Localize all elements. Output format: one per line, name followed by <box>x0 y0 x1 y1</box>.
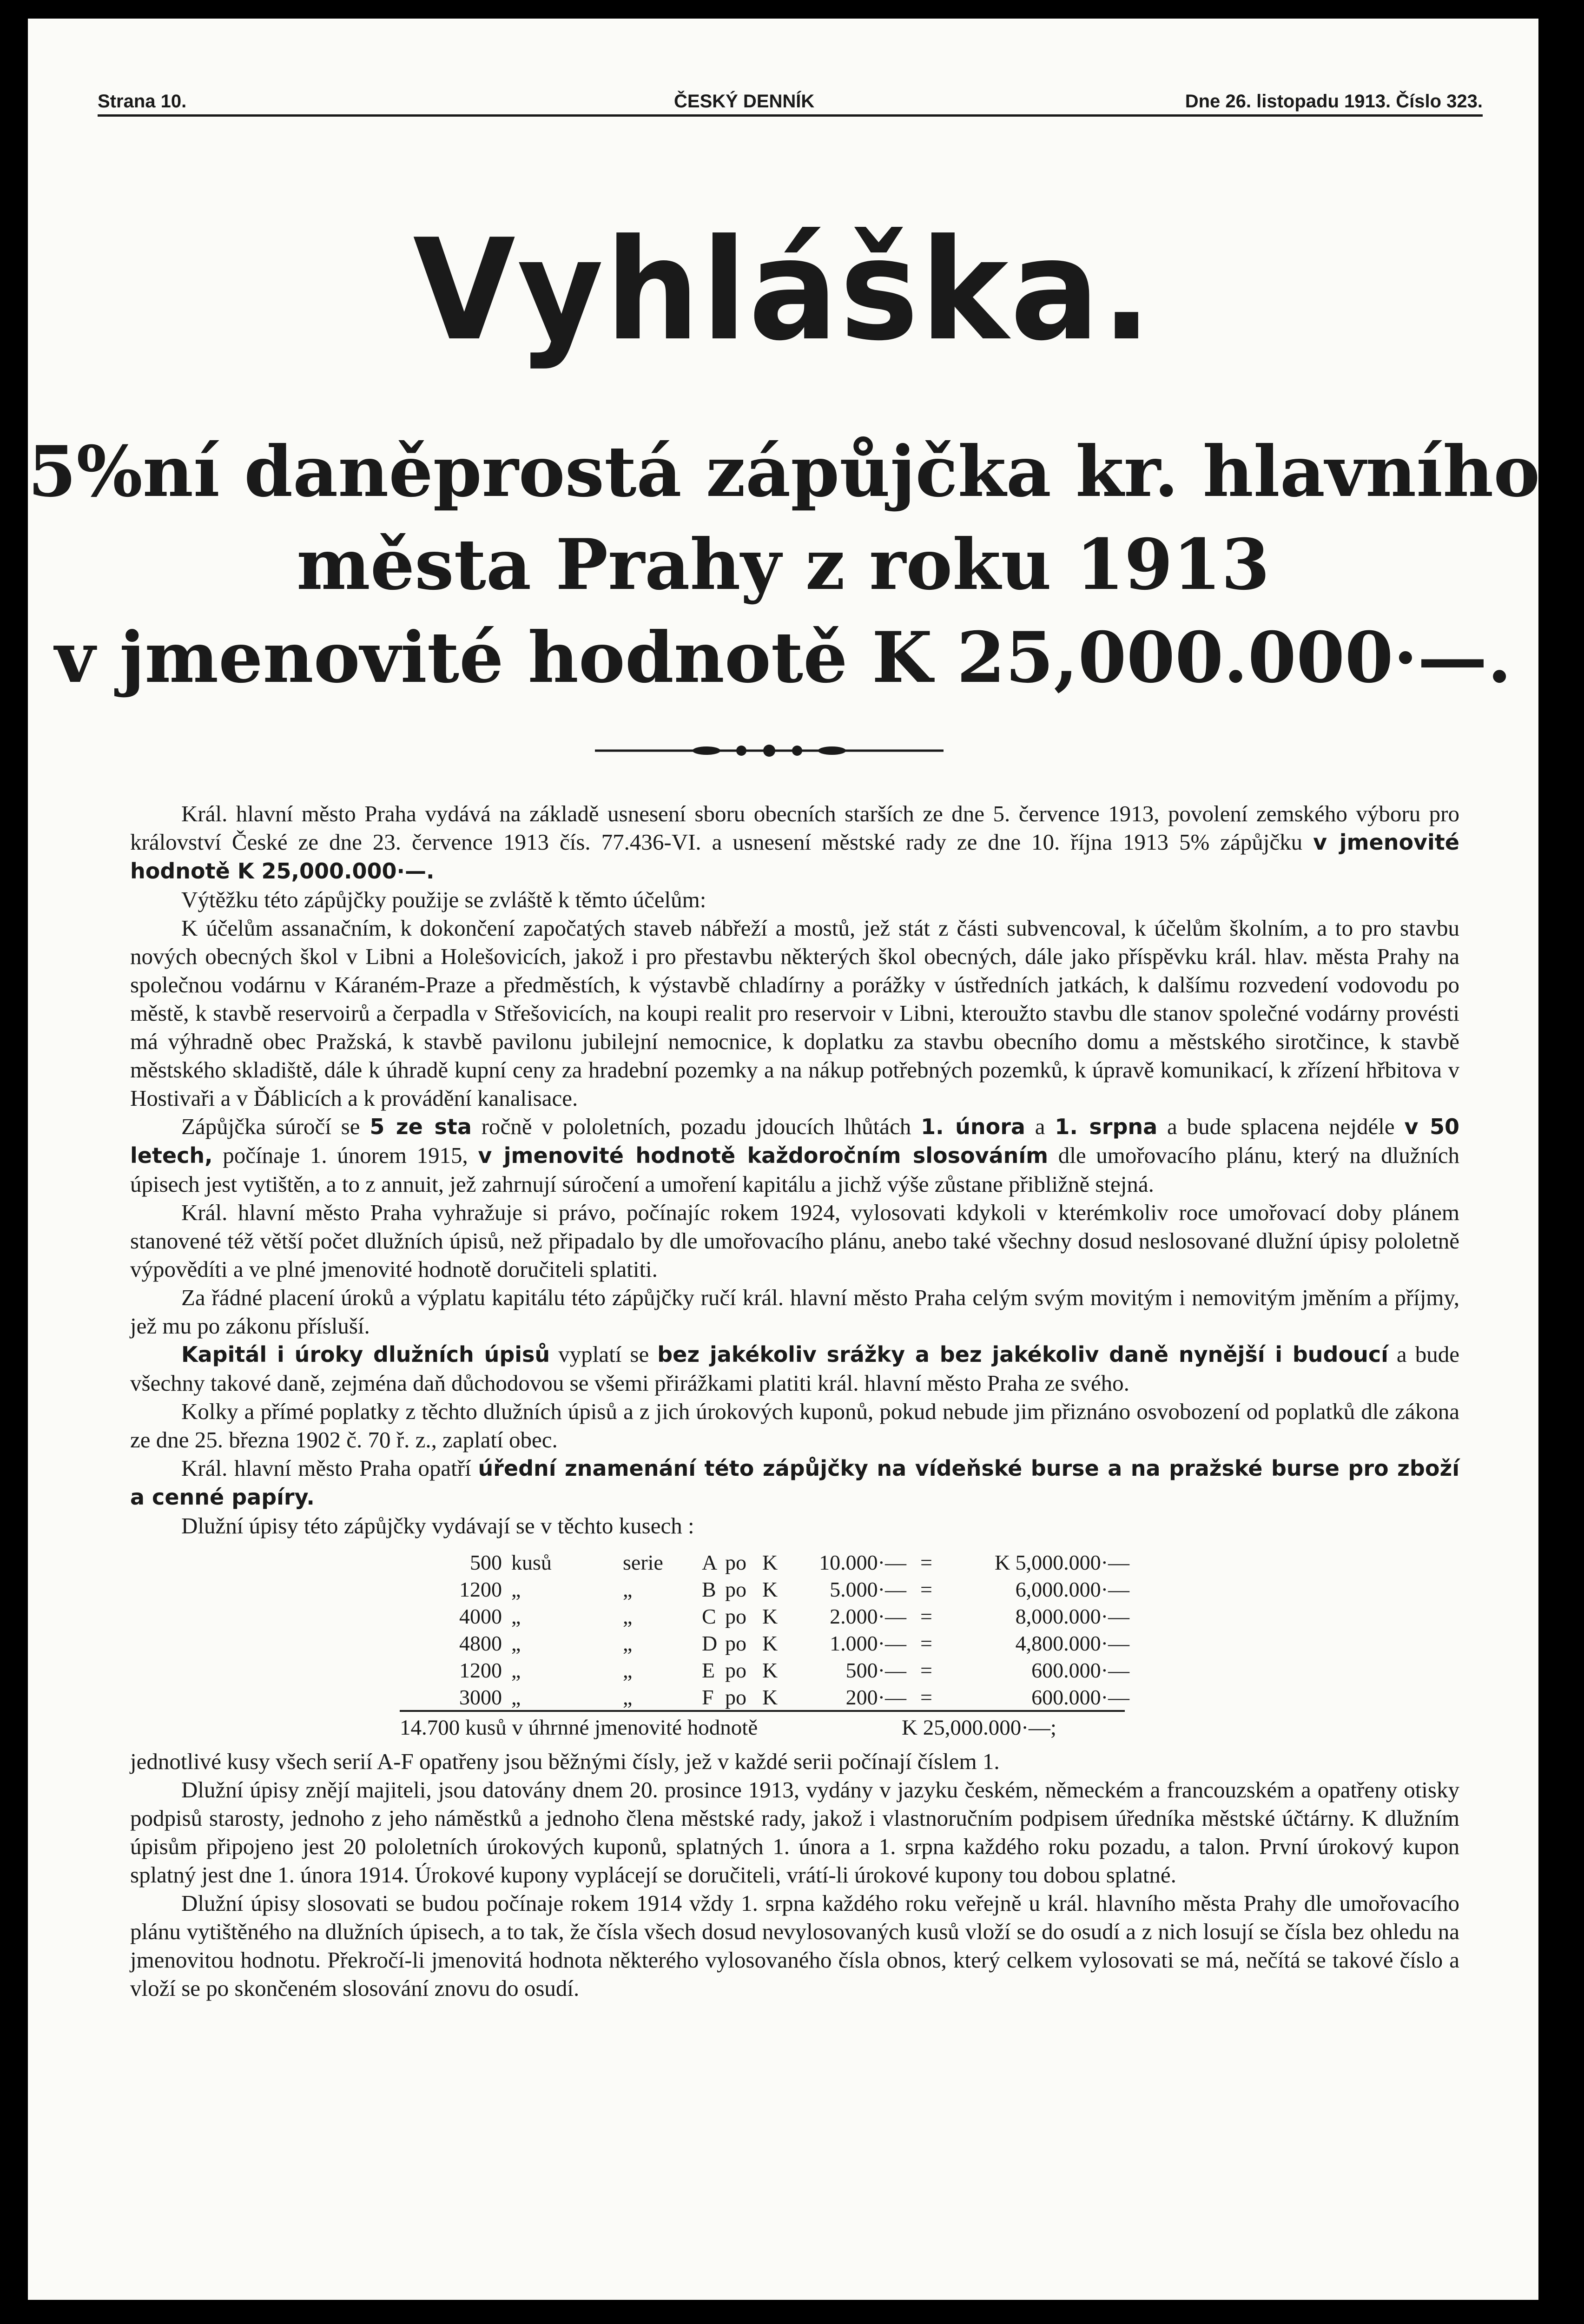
paragraph-drawing: Dlužní úpisy slosovati se budou počínaje rokem 1914 vždy 1. srpna každého roku veřejně u král. hlavního města Prahy dle umořovacího plánu vytištěného na dlužních úpisech, a to tak, že čísla všech dosud nevylosovaných kusů vloží se do osudí a z nich losují se čísla bez ohledu na jmenovitou hodnotu. Překročí-li jmenovitá hodnota některého vylosovaného čísla obnos, který celkem vylosovati se má, nečítá se takové číslo a vloží se po skončeném slosování znovu do osudí. <box>130 1890 1459 2001</box>
table-total-row <box>400 1710 1125 1741</box>
page-number: Strana 10. <box>98 91 187 112</box>
paragraph-series-numbering: jednotlivé kusy všech serií A-F opatřeny jsou běžnými čísly, jež v každé serii počínají číslem 1. <box>130 1749 1000 1774</box>
paragraph-fees: Kolky a přímé poplatky z těchto dlužních úpisů a z jich úrokových kuponů, pokud nebude jim přiznáno osvobození od poplatků dle zákona ze dne 25. března 1902 č. 70 ř. z., zaplatí obec. <box>130 1399 1459 1452</box>
paragraph-guarantee: Za řádné placení úroků a výplatu kapitálu této zápůjčky ručí král. hlavní město Praha celým svým movitým i nemovitým jměním a příjmy, jež mu po zákonu přísluší. <box>130 1285 1459 1339</box>
total-value: K 25,000.000·—; <box>902 1716 1056 1740</box>
paragraph-issue-pieces: Dlužní úpisy této zápůjčky vydávají se v těchto kusech : <box>181 1513 694 1538</box>
subtitle-line-1: 5%ní daněprostá zápůjčka kr. hlavního <box>28 431 1540 513</box>
table-row: 4000 „ „ C po K 2.000·— = 8,000.000·— <box>459 1604 1129 1628</box>
ornament-divider-icon <box>595 744 944 758</box>
paragraph-listing: Král. hlavní město Praha opatří úřední znamenání této zápůjčky na vídeňské burse a na pražské burse pro zboží a cenné papíry. <box>130 1455 1459 1510</box>
issue-table <box>400 1548 1227 1741</box>
page-title: Vyhláška. <box>413 209 1154 371</box>
paragraph-tax-free: Kapitál i úroky dlužních úpisů vyplatí se bez jakékoliv srážky a bez jakékoliv daně nynější i budoucí a bude všechny takové daně, zejména daň důchodovou se všemi přirážkami platiti král. hlavní město Praha ze svého. <box>130 1341 1459 1396</box>
table-row: 4800 „ „ D po K 1.000·— = 4,800.000·— <box>459 1631 1129 1655</box>
paragraph-purposes-list: K účelům assanačním, k dokončení započatých staveb nábřeží a mostů, jež stát z části subvencoval, k účelům školním, a to pro stavbu nových obecných škol v Libni a Holešovicích, jakož i pro přestavbu některých škol obecných, dále jako příspěvku král. hlav. města Prahy na společnou vodárnu v Káraném-Praze a předměstích, k výstavbě chladírny a porážky v ústředních jatkách, k dalšímu rozvedení vodovodu po městě, k stavbě reservoirů a čerpadla v Střešovicích, na koupi realit pro reservoir v Libni, kteroužto stavbu dle stanov společné vodárny provésti má výhradně obec Pražská, k stavbě pavilonu jubilejní nemocnice, k doplatku za stavbu obecního domu a městského sirotčince, k stavbě městského skladiště, dále k úhradě kupní ceny za hradební pozemky a na nákup potřebných pozemků, k úpravě komunikací, k zřízení hřbitova v Hostivaři a v Ďáblicích a k provádění kanalisace. <box>130 915 1459 1111</box>
total-label: 14.700 kusů v úhrnné jmenovité hodnotě <box>400 1716 758 1740</box>
paragraph-early-redemption: Král. hlavní město Praha vyhražuje si právo, počínajíc rokem 1924, vylosovati kdykoli v kterémkoliv roce umořovací doby plánem stanovené též větší počet dlužních úpisů, než připadalo by dle umořovacího plánu, anebo také všechny dosud neslosované dlužní úpisy pololetně výpovědíti a ve plné jmenovité hodnotě doručiteli splatiti. <box>130 1200 1459 1282</box>
paragraph-purpose: Výtěžku této zápůjčky použije se zvláště k těmto účelům: <box>181 887 706 912</box>
paragraph-interest: Zápůjčka súročí se 5 ze sta ročně v pololetních, pozadu jdoucích lhůtách 1. února a 1. srpna a bude splacena nejdéle v 50 letech, počínaje 1. únorem 1915, v jmenovité hodnotě každoročním slosováním dle umořovacího plánu, který na dlužních úpisech jest vytištěn, a to z annuit, jež zahrnují súročení a umoření kapitálu a jichž výše zůstane přibližně stejná. <box>130 1114 1460 1197</box>
subtitle-line-2: města Prahy z roku 1913 <box>297 524 1270 606</box>
page-header <box>98 88 1483 117</box>
announcement-body <box>130 799 1459 2002</box>
issue-date: Dne 26. listopadu 1913. Číslo 323. <box>1185 91 1483 112</box>
newspaper-page <box>28 19 1538 2300</box>
subtitle-line-3: v jmenovité hodnotě K 25,000.000·—. <box>54 617 1512 699</box>
table-row: 3000 „ „ F po K 200·— = 600.000·— <box>459 1685 1129 1709</box>
paragraph-bond-details: Dlužní úpisy znějí majiteli, jsou datovány dnem 20. prosince 1913, vydány v jazyku českém, německém a francouzském a opatřeny otisky podpisů starosty, jednoho z jeho náměstků a jednoho člena městské rady, jakož i vlastnoručním podpisem úředníka městské účtárny. K dlužním úpisům připojeno jest 20 pololetních úrokových kuponů, splatných 1. února a 1. srpna každého roku pozadu, a talon. První úrokový kupon splatný jest dne 1. února 1914. Úrokové kupony vyplácejí se doručiteli, vrátí-li úrokové kupony tou dobou splatné. <box>130 1777 1459 1888</box>
newspaper-name: ČESKÝ DENNÍK <box>674 91 815 112</box>
paragraph-intro: Král. hlavní město Praha vydává na základě usnesení sboru obecních starších ze dne 5. července 1913, povolení zemského výboru pro království České ze dne 23. července 1913 čís. 77.436-VI. a usnesení městské rady ze dne 10. října 1913 5% zápůjčku v jmenovité hodnotě K 25,000.000·—. <box>130 801 1459 884</box>
table-row: 1200 „ „ E po K 500·— = 600.000·— <box>459 1658 1129 1682</box>
table-row: 500 kusů serie A po K 10.000·— = K 5,000.000·— <box>470 1551 1129 1574</box>
table-row: 1200 „ „ B po K 5.000·— = 6,000.000·— <box>459 1578 1129 1601</box>
